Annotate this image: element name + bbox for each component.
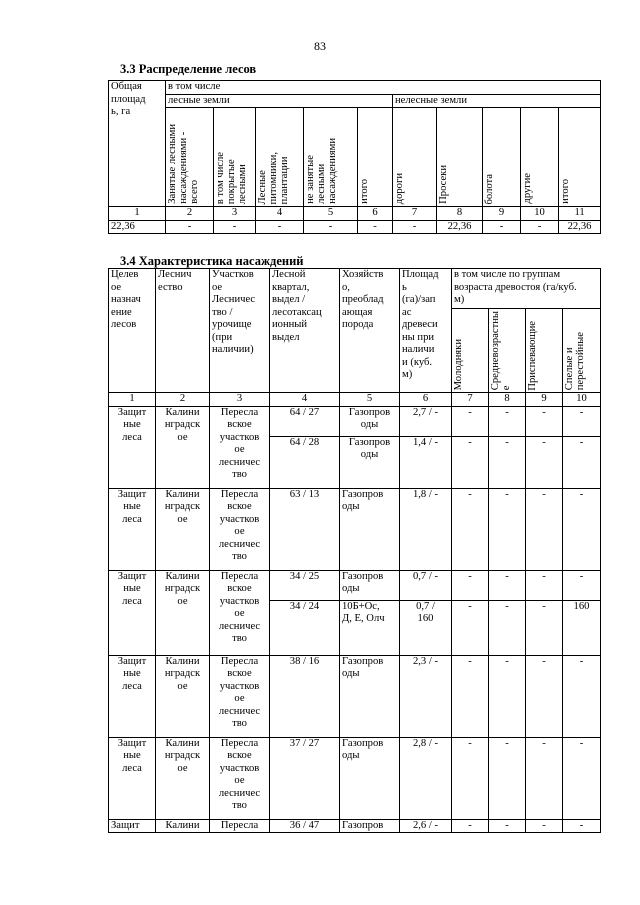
area-cell: 0,7 / 160	[400, 600, 452, 655]
column-number: 10	[563, 393, 601, 407]
age-value-cell: -	[452, 570, 489, 600]
age-value-cell: -	[526, 655, 563, 737]
column-number: 9	[526, 393, 563, 407]
age-value-cell: -	[489, 737, 526, 819]
partial-cell: Газопров	[340, 819, 400, 833]
header-species: Хозяйств о, преоблад ающая порода	[340, 269, 400, 393]
age-value-cell: -	[452, 436, 489, 488]
partial-cell: 36 / 47	[270, 819, 340, 833]
age-value-cell: -	[563, 406, 601, 436]
district-cell: Пересла вское участков ое лесничес тво	[210, 737, 270, 819]
data-cell: -	[358, 220, 393, 234]
purpose-cell: Защит ные леса	[109, 737, 156, 819]
forestry-cell: Калини нградск ое	[156, 655, 210, 737]
district-cell: Пересла вское участков ое лесничес тво	[210, 570, 270, 655]
table-row	[109, 819, 601, 833]
age-value-cell: -	[526, 406, 563, 436]
data-cell: 22,36	[109, 220, 166, 234]
column-number: 6	[358, 207, 393, 221]
quarter-cell: 63 / 13	[270, 488, 340, 570]
district-cell: Пересла вское участков ое лесничес тво	[210, 406, 270, 488]
vertical-header-10: другие	[521, 108, 559, 207]
partial-cell: -	[452, 819, 489, 833]
column-number: 4	[270, 393, 340, 407]
plantations-table	[108, 268, 601, 833]
quarter-cell: 37 / 27	[270, 737, 340, 819]
age-value-cell: -	[452, 655, 489, 737]
forestry-cell: Калини нградск ое	[156, 488, 210, 570]
age-value-cell: -	[452, 600, 489, 655]
column-number: 3	[210, 393, 270, 407]
header-including: в том числе	[166, 81, 601, 95]
species-cell: Газопров оды	[340, 737, 400, 819]
vertical-header-6: итого	[358, 108, 393, 207]
purpose-cell: Защит ные леса	[109, 570, 156, 655]
age-value-cell: -	[489, 655, 526, 737]
header-district: Участков ое Лесничес тво / урочище (при наличии)	[210, 269, 270, 393]
table-row	[109, 488, 601, 570]
column-number: 2	[166, 207, 214, 221]
age-value-cell: -	[452, 488, 489, 570]
age-value-cell: -	[452, 406, 489, 436]
forest-distribution-table	[108, 80, 601, 234]
age-value-cell: -	[526, 488, 563, 570]
species-cell: Газопров оды	[340, 436, 400, 488]
partial-cell: Пересла	[210, 819, 270, 833]
age-value-cell: -	[489, 406, 526, 436]
column-number: 6	[400, 393, 452, 407]
age-value-cell: -	[526, 737, 563, 819]
quarter-cell: 38 / 16	[270, 655, 340, 737]
partial-cell: 2,6 / -	[400, 819, 452, 833]
age-value-cell: -	[526, 570, 563, 600]
age-value-cell: -	[563, 436, 601, 488]
purpose-cell: Защит ные леса	[109, 655, 156, 737]
purpose-cell: Защит ные леса	[109, 488, 156, 570]
age-value-cell: -	[489, 600, 526, 655]
age-group-header: Молодняки	[452, 309, 489, 393]
quarter-cell: 34 / 24	[270, 600, 340, 655]
species-cell: Газопров оды	[340, 406, 400, 436]
age-value-cell: -	[452, 737, 489, 819]
data-cell: 22,36	[559, 220, 601, 234]
column-number: 4	[256, 207, 304, 221]
column-number: 8	[489, 393, 526, 407]
header-age-groups: в том числе по группам возраста древостоя (га/куб. м)	[452, 269, 601, 309]
page-number: 83	[314, 39, 326, 53]
data-cell: -	[483, 220, 521, 234]
column-number: 2	[156, 393, 210, 407]
table-row	[109, 406, 601, 436]
column-number: 11	[559, 207, 601, 221]
data-cell: -	[521, 220, 559, 234]
data-cell: -	[214, 220, 256, 234]
header-nonforest-lands: нелесные земли	[393, 94, 601, 108]
column-number: 8	[437, 207, 483, 221]
area-cell: 2,7 / -	[400, 406, 452, 436]
table-row	[109, 570, 601, 600]
data-cell: 22,36	[437, 220, 483, 234]
section-3-3-title: 3.3 Распределение лесов	[120, 62, 257, 76]
column-number: 10	[521, 207, 559, 221]
column-number: 5	[304, 207, 358, 221]
area-cell: 1,8 / -	[400, 488, 452, 570]
species-cell: Газопров оды	[340, 570, 400, 600]
partial-cell: Калини	[156, 819, 210, 833]
vertical-header-7: дороги	[393, 108, 437, 207]
vertical-header-8: Просеки	[437, 108, 483, 207]
header-total-area: Общая площад ь, га	[109, 81, 166, 207]
district-cell: Пересла вское участков ое лесничес тво	[210, 488, 270, 570]
column-number: 7	[393, 207, 437, 221]
area-cell: 0,7 / -	[400, 570, 452, 600]
age-group-header: Приспевающие	[526, 309, 563, 393]
column-number: 3	[214, 207, 256, 221]
data-cell: -	[166, 220, 214, 234]
age-value-cell: -	[563, 570, 601, 600]
forestry-cell: Калини нградск ое	[156, 570, 210, 655]
data-cell: -	[304, 220, 358, 234]
age-value-cell: -	[489, 436, 526, 488]
area-cell: 1,4 / -	[400, 436, 452, 488]
age-group-header: Спелые и перестойные	[563, 309, 601, 393]
age-group-header: Средневозрастны е	[489, 309, 526, 393]
section-3-4-title: 3.4 Характеристика насаждений	[120, 254, 304, 268]
column-number: 7	[452, 393, 489, 407]
data-cell: -	[393, 220, 437, 234]
partial-cell: -	[489, 819, 526, 833]
area-cell: 2,3 / -	[400, 655, 452, 737]
species-cell: 10Б+Ос, Д, Е, Олч	[340, 600, 400, 655]
column-number: 5	[340, 393, 400, 407]
column-number: 9	[483, 207, 521, 221]
quarter-cell: 64 / 28	[270, 436, 340, 488]
partial-cell: -	[526, 819, 563, 833]
header-forest-lands: лесные земли	[166, 94, 393, 108]
purpose-cell: Защит ные леса	[109, 406, 156, 488]
vertical-header-2: Занятые лесными насаждениями - всего	[166, 108, 214, 207]
age-value-cell: -	[526, 436, 563, 488]
species-cell: Газопров оды	[340, 655, 400, 737]
header-area: Площад ь (га)/зап ас древеси ны при наличи и (куб. м)	[400, 269, 452, 393]
area-cell: 2,8 / -	[400, 737, 452, 819]
vertical-header-5: не занятые лесными насаждениями	[304, 108, 358, 207]
species-cell: Газопров оды	[340, 488, 400, 570]
age-value-cell: -	[489, 488, 526, 570]
vertical-header-4: Лесные питомники, плантации	[256, 108, 304, 207]
forestry-cell: Калини нградск ое	[156, 406, 210, 488]
quarter-cell: 64 / 27	[270, 406, 340, 436]
age-value-cell: -	[563, 737, 601, 819]
age-value-cell: -	[526, 600, 563, 655]
partial-cell: -	[563, 819, 601, 833]
column-number: 1	[109, 207, 166, 221]
forestry-cell: Калини нградск ое	[156, 737, 210, 819]
vertical-header-9: болота	[483, 108, 521, 207]
vertical-header-11: итого	[559, 108, 601, 207]
table-row	[109, 737, 601, 819]
data-cell: -	[256, 220, 304, 234]
vertical-header-3: в том числе покрытые лесными	[214, 108, 256, 207]
partial-cell: Защит	[109, 819, 156, 833]
age-value-cell: -	[563, 655, 601, 737]
header-purpose: Целев ое назнач ение лесов	[109, 269, 156, 393]
header-quarter: Лесной квартал, выдел / лесотаксац ионный выдел	[270, 269, 340, 393]
age-value-cell: -	[563, 488, 601, 570]
quarter-cell: 34 / 25	[270, 570, 340, 600]
age-value-cell: -	[489, 570, 526, 600]
age-value-cell: 160	[563, 600, 601, 655]
table-row	[109, 655, 601, 737]
header-forestry: Леснич ество	[156, 269, 210, 393]
district-cell: Пересла вское участков ое лесничес тво	[210, 655, 270, 737]
column-number: 1	[109, 393, 156, 407]
